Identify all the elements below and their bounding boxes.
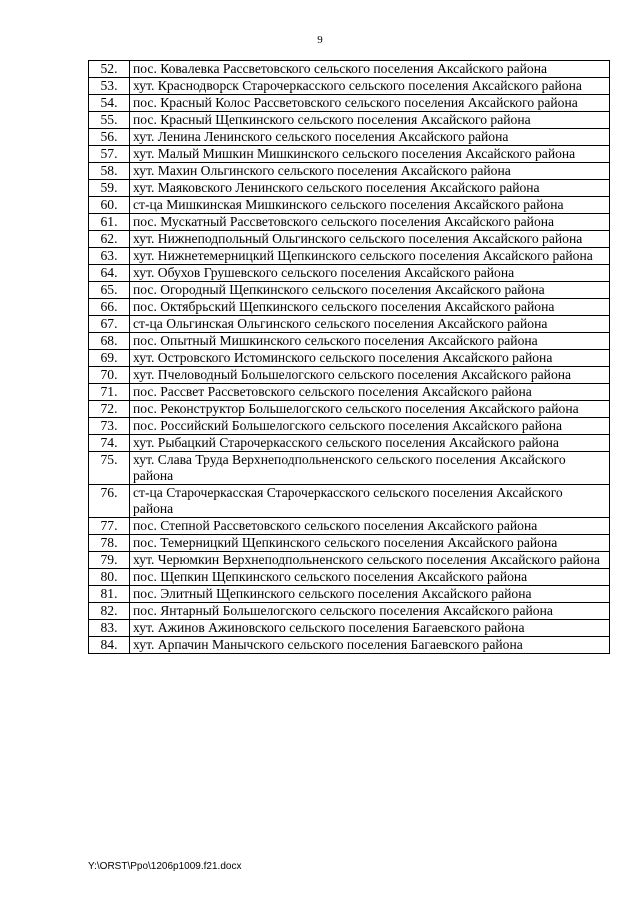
row-number: 78. <box>89 535 130 552</box>
table-row <box>89 78 610 95</box>
table-row <box>89 316 610 333</box>
settlement-name: ст-ца Мишкинская Мишкинского сельского поселения Аксайского района <box>130 197 610 214</box>
settlement-name: хут. Маяковского Ленинского сельского поселения Аксайского района <box>130 180 610 197</box>
table-row <box>89 418 610 435</box>
row-number: 65. <box>89 282 130 299</box>
settlement-name: хут. Краснодворск Старочеркасского сельского поселения Аксайского района <box>130 78 610 95</box>
table-row <box>89 95 610 112</box>
row-number: 84. <box>89 637 130 654</box>
table-row <box>89 637 610 654</box>
row-number: 53. <box>89 78 130 95</box>
settlement-name: пос. Октябрьский Щепкинского сельского поселения Аксайского района <box>130 299 610 316</box>
table-row <box>89 350 610 367</box>
row-number: 52. <box>89 61 130 78</box>
settlement-name: ст-ца Ольгинская Ольгинского сельского поселения Аксайского района <box>130 316 610 333</box>
settlement-name: пос. Реконструктор Большелогского сельского поселения Аксайского района <box>130 401 610 418</box>
settlement-name: хут. Пчеловодный Большелогского сельского поселения Аксайского района <box>130 367 610 384</box>
table-row <box>89 586 610 603</box>
table-row <box>89 535 610 552</box>
row-number: 63. <box>89 248 130 265</box>
settlement-name: ст-ца Старочеркасская Старочеркасского сельского поселения Аксайского района <box>130 485 610 518</box>
row-number: 82. <box>89 603 130 620</box>
row-number: 70. <box>89 367 130 384</box>
table-row <box>89 401 610 418</box>
row-number: 61. <box>89 214 130 231</box>
settlement-name: хут. Ленина Ленинского сельского поселения Аксайского района <box>130 129 610 146</box>
row-number: 62. <box>89 231 130 248</box>
settlement-name: пос. Российский Большелогского сельского поселения Аксайского района <box>130 418 610 435</box>
row-number: 76. <box>89 485 130 518</box>
row-number: 83. <box>89 620 130 637</box>
table-row <box>89 367 610 384</box>
row-number: 77. <box>89 518 130 535</box>
row-number: 69. <box>89 350 130 367</box>
settlement-name: пос. Красный Щепкинского сельского поселения Аксайского района <box>130 112 610 129</box>
table-row <box>89 197 610 214</box>
settlement-name: хут. Малый Мишкин Мишкинского сельского поселения Аксайского района <box>130 146 610 163</box>
table-row <box>89 231 610 248</box>
row-number: 57. <box>89 146 130 163</box>
row-number: 74. <box>89 435 130 452</box>
row-number: 66. <box>89 299 130 316</box>
table-row <box>89 282 610 299</box>
file-path-footer: Y:\ORST\Ppo\1206p1009.f21.docx <box>88 861 242 872</box>
settlement-name: пос. Янтарный Большелогского сельского поселения Аксайского района <box>130 603 610 620</box>
settlement-name: хут. Черюмкин Верхнеподпольненского сельского поселения Аксайского района <box>130 552 610 569</box>
settlement-name: пос. Мускатный Рассветовского сельского поселения Аксайского района <box>130 214 610 231</box>
table-row <box>89 112 610 129</box>
table-row <box>89 518 610 535</box>
settlement-name: хут. Островского Истоминского сельского поселения Аксайского района <box>130 350 610 367</box>
row-number: 67. <box>89 316 130 333</box>
row-number: 81. <box>89 586 130 603</box>
settlement-name: хут. Нижнетемерницкий Щепкинского сельского поселения Аксайского района <box>130 248 610 265</box>
row-number: 73. <box>89 418 130 435</box>
table-row <box>89 214 610 231</box>
table-row <box>89 248 610 265</box>
settlement-name: пос. Огородный Щепкинского сельского поселения Аксайского района <box>130 282 610 299</box>
settlement-name: пос. Щепкин Щепкинского сельского поселения Аксайского района <box>130 569 610 586</box>
settlement-name: хут. Арпачин Манычского сельского поселения Багаевского района <box>130 637 610 654</box>
settlements-table <box>88 60 610 654</box>
table-row <box>89 569 610 586</box>
row-number: 68. <box>89 333 130 350</box>
table-row <box>89 485 610 518</box>
row-number: 75. <box>89 452 130 485</box>
table-row <box>89 620 610 637</box>
settlement-name: хут. Нижнеподпольный Ольгинского сельского поселения Аксайского района <box>130 231 610 248</box>
table-row <box>89 435 610 452</box>
table-row <box>89 452 610 485</box>
settlement-name: хут. Слава Труда Верхнеподпольненского сельского поселения Аксайского района <box>130 452 610 485</box>
table-body <box>89 61 610 654</box>
settlement-name: пос. Красный Колос Рассветовского сельского поселения Аксайского района <box>130 95 610 112</box>
settlement-name: хут. Ажинов Ажиновского сельского поселения Багаевского района <box>130 620 610 637</box>
table-row <box>89 61 610 78</box>
row-number: 71. <box>89 384 130 401</box>
row-number: 59. <box>89 180 130 197</box>
row-number: 80. <box>89 569 130 586</box>
row-number: 56. <box>89 129 130 146</box>
page-number: 9 <box>317 34 323 46</box>
settlement-name: хут. Махин Ольгинского сельского поселения Аксайского района <box>130 163 610 180</box>
settlement-name: пос. Ковалевка Рассветовского сельского поселения Аксайского района <box>130 61 610 78</box>
table-row <box>89 552 610 569</box>
row-number: 55. <box>89 112 130 129</box>
settlement-name: хут. Рыбацкий Старочеркасского сельского поселения Аксайского района <box>130 435 610 452</box>
table-row <box>89 299 610 316</box>
row-number: 60. <box>89 197 130 214</box>
row-number: 79. <box>89 552 130 569</box>
row-number: 72. <box>89 401 130 418</box>
table-row <box>89 129 610 146</box>
table-row <box>89 163 610 180</box>
settlement-name: пос. Темерницкий Щепкинского сельского поселения Аксайского района <box>130 535 610 552</box>
settlement-name: хут. Обухов Грушевского сельского поселения Аксайского района <box>130 265 610 282</box>
row-number: 54. <box>89 95 130 112</box>
settlement-name: пос. Элитный Щепкинского сельского поселения Аксайского района <box>130 586 610 603</box>
row-number: 58. <box>89 163 130 180</box>
table-row <box>89 180 610 197</box>
table-row <box>89 146 610 163</box>
settlement-name: пос. Опытный Мишкинского сельского поселения Аксайского района <box>130 333 610 350</box>
table-row <box>89 333 610 350</box>
settlement-name: пос. Рассвет Рассветовского сельского поселения Аксайского района <box>130 384 610 401</box>
table-row <box>89 603 610 620</box>
table-row <box>89 384 610 401</box>
settlement-name: пос. Степной Рассветовского сельского поселения Аксайского района <box>130 518 610 535</box>
table-row <box>89 265 610 282</box>
row-number: 64. <box>89 265 130 282</box>
